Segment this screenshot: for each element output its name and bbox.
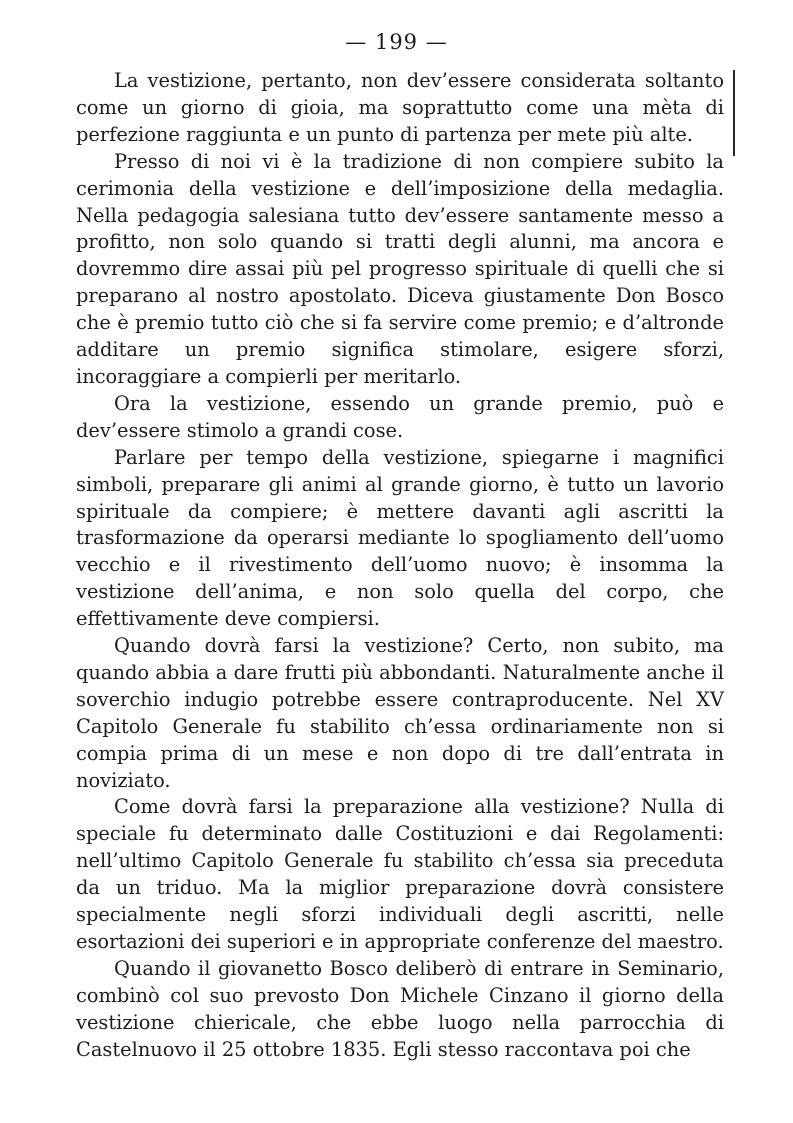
paragraph-4: Parlare per tempo della vestizione, spiegarne i magnifici simboli, preparare gli animi al grande giorno, è tutto un lavorio spirituale da compiere; è mettere davanti agli ascritti la trasformazione da operarsi mediante lo spogliamento dell’uomo vecchio e il rivestimento dell’uomo nuovo; è insomma la vestizione dell’anima, e non solo quella del corpo, che effettivamente deve compiersi. [76,445,724,631]
page-number: — 199 — [345,30,448,54]
body-text [76,68,724,1064]
paragraph-3: Ora la vestizione, essendo un grande premio, può e dev’essere stimolo a grandi cose. [76,391,724,442]
paragraph-1: La vestizione, pertanto, non dev’essere considerata soltanto come un giorno di gioia, ma soprattutto come una mèta di perfezione raggiunta e un punto di partenza per mete più alte. [76,69,724,146]
margin-line-mark [733,70,735,156]
paragraph-7: Quando il giovanetto Bosco deliberò di entrare in Seminario, combinò col suo prevosto Don Michele Cinzano il giorno della vestizione chiericale, che ebbe luogo nella parrocchia di Castelnuovo il 25 ottobre 1835. Egli stesso raccontava poi che [76,956,724,1061]
paragraph-5: Quando dovrà farsi la vestizione? Certo, non subito, ma quando abbia a dare frutti più abbondanti. Naturalmente anche il soverchio indugio potrebbe essere contraproducente. Nel XV Capitolo Generale fu stabilito ch’essa ordinariamente non si compia prima di un mese e non dopo di tre dall’entrata in noviziato. [76,634,724,792]
paragraph-2: Presso di noi vi è la tradizione di non compiere subito la cerimonia della vestizione e dell’imposizione della medaglia. Nella pedagogia salesiana tutto dev’essere santamente messo a profitto, non solo quando si tratti degli alunni, ma ancora e dovremmo dire assai più pel progresso spirituale di quelli che si preparano al nostro apostolato. Diceva giustamente Don Bosco che è premio tutto ciò che si fa servire come premio; e d’altronde additare un premio significa stimolare, esigere sforzi, incoraggiare a compierli per meritarlo. [76,149,724,388]
paragraph-6: Come dovrà farsi la preparazione alla vestizione? Nulla di speciale fu determinato dalle Costituzioni e dai Regolamenti: nell’ultimo Capitolo Generale fu stabilito ch’essa sia preceduta da un triduo. Ma la miglior preparazione dovrà consistere specialmente negli sforzi individuali degli ascritti, nelle esortazioni dei superiori e in appropriate conferenze del maestro. [76,795,724,953]
